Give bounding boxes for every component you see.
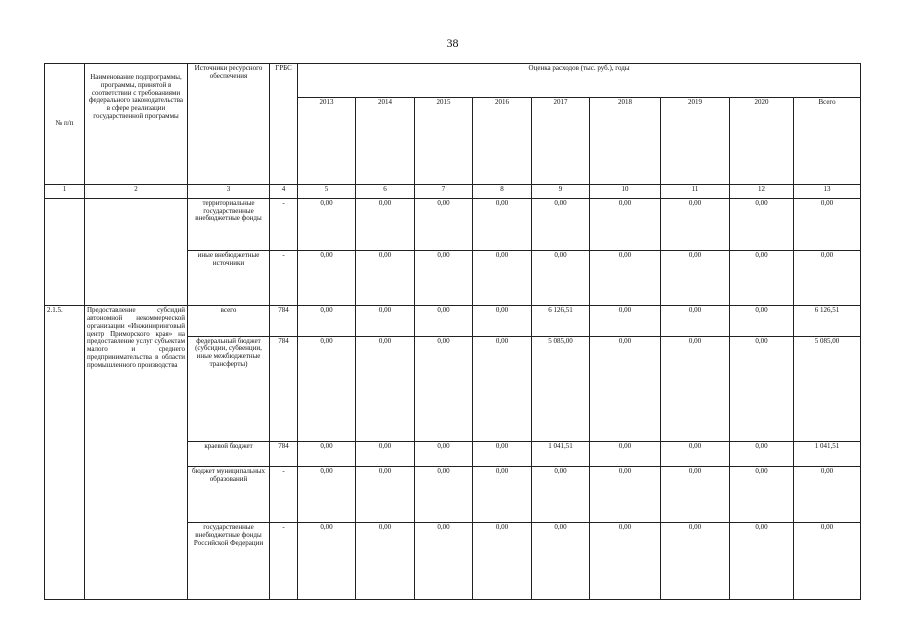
total-cell: 0,00: [794, 522, 861, 599]
value-cell: 0,00: [532, 467, 590, 523]
value-cell: 0,00: [661, 251, 730, 306]
value-cell: 0,00: [356, 198, 415, 251]
value-cell: 0,00: [356, 336, 415, 441]
grbs-cell: -: [270, 467, 298, 523]
source-cell: федеральный бюджет (субсидии, субвенции, иные межбюджетные трансферты): [188, 336, 270, 441]
source-cell: территориальные государственные внебюджетные фонды: [188, 198, 270, 251]
value-cell: 5 085,00: [532, 336, 590, 441]
source-cell: краевой бюджет: [188, 441, 270, 466]
value-cell: 0,00: [473, 336, 532, 441]
value-cell: 0,00: [590, 336, 661, 441]
source-cell: всего: [188, 306, 270, 336]
column-number: 7: [415, 184, 473, 198]
value-cell: 0,00: [661, 336, 730, 441]
value-cell: 0,00: [298, 441, 356, 466]
grbs-cell: -: [270, 522, 298, 599]
table-row: [45, 306, 861, 336]
column-number: 8: [473, 184, 532, 198]
column-number: 10: [590, 184, 661, 198]
value-cell: 0,00: [532, 251, 590, 306]
grbs-cell: 784: [270, 441, 298, 466]
value-cell: 0,00: [473, 522, 532, 599]
value-cell: 0,00: [415, 251, 473, 306]
value-cell: 0,00: [356, 251, 415, 306]
value-cell: 0,00: [298, 251, 356, 306]
value-cell: 0,00: [532, 198, 590, 251]
value-cell: 0,00: [730, 441, 794, 466]
year-cell: 2013: [298, 98, 356, 184]
value-cell: 0,00: [730, 306, 794, 336]
value-cell: 0,00: [532, 522, 590, 599]
total-cell: 6 126,51: [794, 306, 861, 336]
row-num-cell: [45, 198, 85, 305]
budget-table: [44, 63, 861, 600]
total-cell: 0,00: [794, 467, 861, 523]
value-cell: 0,00: [415, 198, 473, 251]
value-cell: 0,00: [356, 441, 415, 466]
header-estimate: Оценка расходов (тыс. руб.), годы: [298, 64, 861, 98]
year-cell: 2016: [473, 98, 532, 184]
column-number: 12: [730, 184, 794, 198]
value-cell: 0,00: [356, 522, 415, 599]
year-cell: 2018: [590, 98, 661, 184]
grbs-cell: -: [270, 251, 298, 306]
value-cell: 0,00: [473, 441, 532, 466]
column-number: 6: [356, 184, 415, 198]
column-number: 11: [661, 184, 730, 198]
value-cell: 0,00: [298, 336, 356, 441]
total-cell: 5 085,00: [794, 336, 861, 441]
value-cell: 0,00: [661, 198, 730, 251]
value-cell: 0,00: [298, 306, 356, 336]
source-cell: иные внебюджетные источники: [188, 251, 270, 306]
value-cell: 0,00: [415, 522, 473, 599]
value-cell: 0,00: [730, 251, 794, 306]
year-cell: 2019: [661, 98, 730, 184]
header-name: Наименование подпрограммы, программы, принятой в соответствии с требованиями федерального законодательства в сфере реализации государственной программы: [85, 64, 188, 185]
header-num: № п/п: [45, 64, 85, 185]
value-cell: 0,00: [590, 467, 661, 523]
value-cell: 0,00: [590, 306, 661, 336]
table-row: [45, 198, 861, 251]
value-cell: 0,00: [356, 306, 415, 336]
total-cell: 0,00: [794, 198, 861, 251]
value-cell: 0,00: [730, 522, 794, 599]
source-cell: государственные внебюджетные фонды Российской Федерации: [188, 522, 270, 599]
page-number: 38: [446, 36, 459, 50]
row-num-cell: 2.1.5.: [45, 306, 85, 600]
column-number: 9: [532, 184, 590, 198]
value-cell: 0,00: [298, 467, 356, 523]
value-cell: 0,00: [473, 306, 532, 336]
value-cell: 0,00: [661, 467, 730, 523]
value-cell: 0,00: [473, 198, 532, 251]
value-cell: 0,00: [415, 467, 473, 523]
value-cell: 0,00: [473, 467, 532, 523]
value-cell: 0,00: [415, 306, 473, 336]
value-cell: 0,00: [730, 198, 794, 251]
year-cell: 2017: [532, 98, 590, 184]
column-number: 3: [188, 184, 270, 198]
column-number-row: [45, 184, 861, 198]
header-grbs: ГРБС: [270, 64, 298, 185]
value-cell: 0,00: [661, 441, 730, 466]
header-row-1: [45, 64, 861, 98]
year-cell: 2015: [415, 98, 473, 184]
value-cell: 0,00: [415, 336, 473, 441]
grbs-cell: 784: [270, 306, 298, 336]
row-name-cell: [85, 198, 188, 305]
grbs-cell: -: [270, 198, 298, 251]
column-number: 5: [298, 184, 356, 198]
value-cell: 0,00: [590, 522, 661, 599]
value-cell: 0,00: [298, 198, 356, 251]
value-cell: 0,00: [730, 467, 794, 523]
value-cell: 0,00: [298, 522, 356, 599]
row-name-cell: Предоставление субсидий автономной некоммерческой организации «Инжиниринговый центр Приморского края» на предоставление услуг субъектам малого и среднего предпринимательства в области промышленного производства: [85, 306, 188, 600]
value-cell: 0,00: [590, 441, 661, 466]
value-cell: 0,00: [356, 467, 415, 523]
year-cell: 2014: [356, 98, 415, 184]
column-number: 2: [85, 184, 188, 198]
column-number: 13: [794, 184, 861, 198]
value-cell: 0,00: [590, 198, 661, 251]
value-cell: 1 041,51: [532, 441, 590, 466]
value-cell: 0,00: [661, 306, 730, 336]
value-cell: 6 126,51: [532, 306, 590, 336]
value-cell: 0,00: [590, 251, 661, 306]
value-cell: 0,00: [730, 336, 794, 441]
year-cell: 2020: [730, 98, 794, 184]
total-cell: 1 041,51: [794, 441, 861, 466]
grbs-cell: 784: [270, 336, 298, 441]
column-number: 1: [45, 184, 85, 198]
header-source: Источники ресурсного обеспечения: [188, 64, 270, 185]
value-cell: 0,00: [661, 522, 730, 599]
value-cell: 0,00: [473, 251, 532, 306]
value-cell: 0,00: [415, 441, 473, 466]
source-cell: бюджет муниципальных образований: [188, 467, 270, 523]
year-total-cell: Всего: [794, 98, 861, 184]
column-number: 4: [270, 184, 298, 198]
total-cell: 0,00: [794, 251, 861, 306]
